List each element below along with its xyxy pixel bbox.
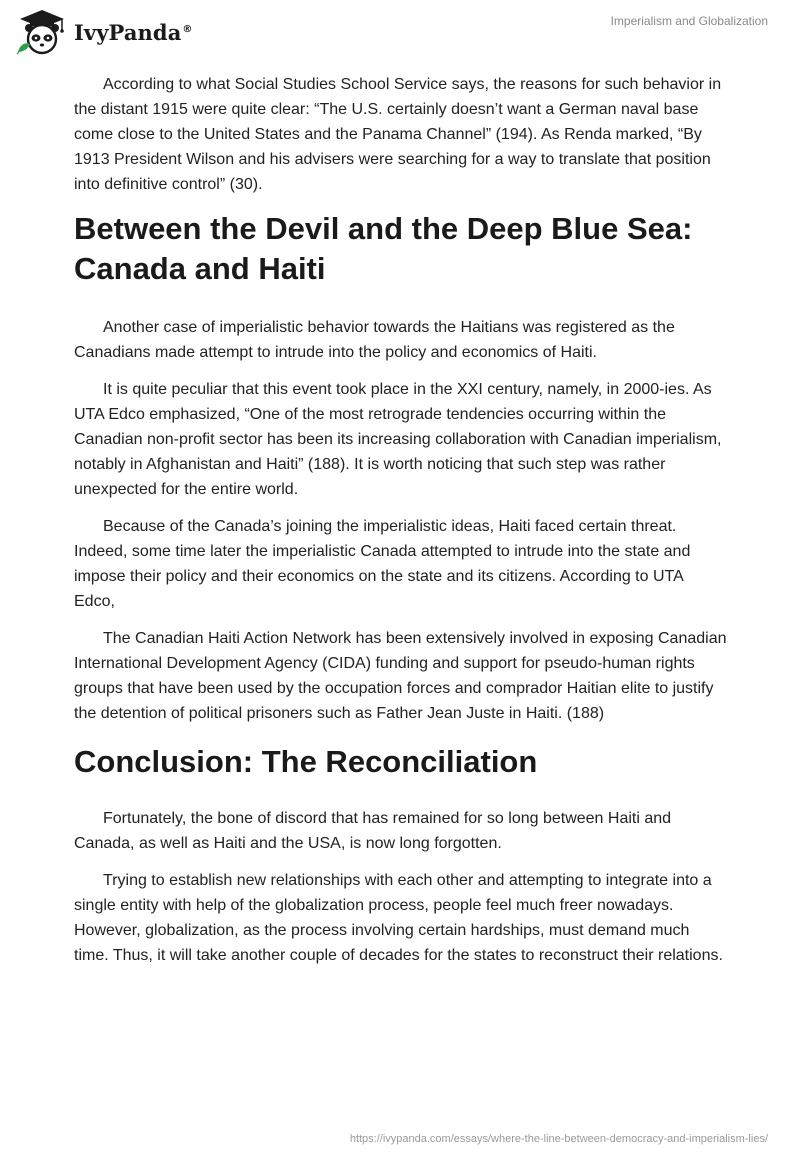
document-title: Imperialism and Globalization bbox=[610, 14, 768, 28]
paragraph: Trying to establish new relationships with each other and attempting to integrate into a single entity with help of the globalization process, people feel much freer nowadays. However, globalization, as the process involving certain hardships, must demand much time. Thus, it will take another couple of decades for the states to reconstruct their relations. bbox=[74, 872, 723, 964]
paragraph: Fortunately, the bone of discord that has remained for so long between Haiti and Canada, as well as Haiti and the USA, is now long forgotten. bbox=[74, 810, 672, 852]
source-url[interactable]: https://ivypanda.com/essays/where-the-line-between-democracy-and-imperialism-lies/ bbox=[349, 1133, 768, 1145]
paragraph: It is quite peculiar that this event took place in the XXI century, namely, in 2000-ies. As UTA Edco emphasized, “One of the most retrograde tendencies occurring within the Canadian non-profit sector has been its increasing collaboration with Canadian imperialism, notably in Afghanistan and Haiti” (188). It is worth noticing that such step was rather unexpected for the entire world. bbox=[74, 381, 722, 498]
page-header bbox=[0, 0, 800, 70]
paragraph: According to what Social Studies School Service says, the reasons for such behavior in the distant 1915 were quite clear: “The U.S. certainly doesn’t want a German naval base come close to the United States and the Panama Channel” (194). As Renda marked, “By 1913 President Wilson and his advisers were searching for a way to translate that position into definitive control” (30). bbox=[74, 76, 722, 193]
brand-name: IvyPanda® bbox=[74, 19, 193, 45]
section-heading: Conclusion: The Reconciliation bbox=[74, 744, 538, 779]
block-quote: The Canadian Haiti Action Network has been extensively involved in exposing Canadian International Development Agency (CIDA) funding and support for pseudo-human rights groups that have been used by the occupation forces and comprador Haitian elite to justify the detention of political prisoners such as Father Jean Juste in Haiti. (188) bbox=[74, 630, 727, 722]
ivypanda-logo[interactable] bbox=[14, 8, 193, 56]
essay-body bbox=[74, 72, 728, 980]
panda-graduate-icon bbox=[14, 8, 70, 56]
paragraph: Another case of imperialistic behavior towards the Haitians was registered as the Canadians made attempt to intrude into the policy and economics of Haiti. bbox=[74, 319, 675, 361]
section-heading: Between the Devil and the Deep Blue Sea: Canada and Haiti bbox=[74, 211, 693, 286]
paragraph: Because of the Canada’s joining the imperialistic ideas, Haiti faced certain threat. Indeed, some time later the imperialistic Canada attempted to intrude into the state and impose their policy and their economics on the state and its citizens. According to UTA Edco, bbox=[74, 518, 691, 610]
registered-mark: ® bbox=[182, 23, 193, 35]
